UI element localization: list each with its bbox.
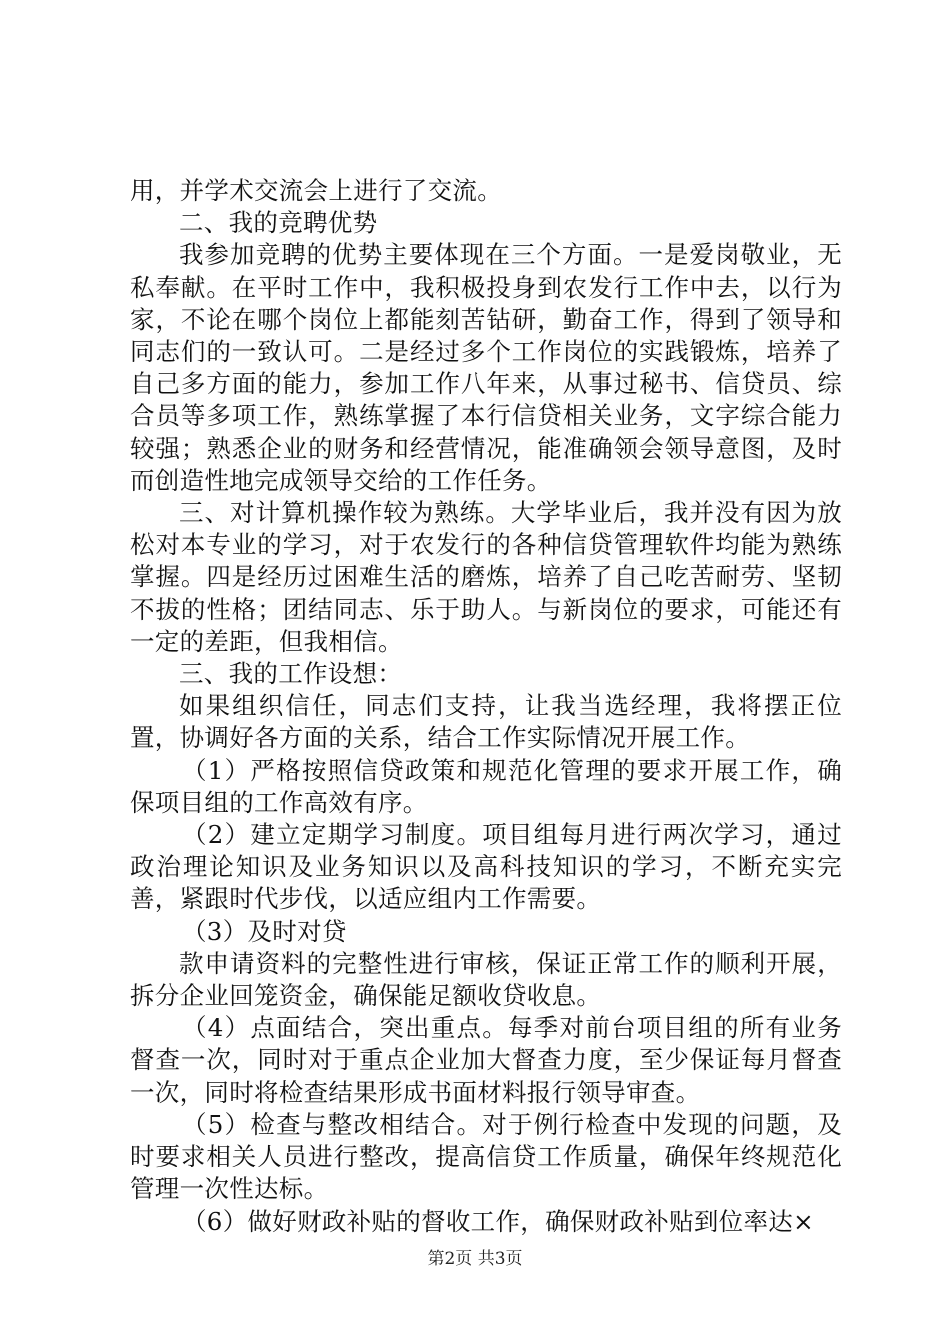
paragraph: 款申请资料的完整性进行审核，保证正常工作的顺利开展，拆分企业回笼资金，确保能足额收贷收息。 xyxy=(130,948,842,1011)
paragraph: 用，并学术交流会上进行了交流。 xyxy=(130,176,502,205)
paragraph: 我参加竞聘的优势主要体现在三个方面。一是爱岗敬业，无私奉献。在平时工作中，我积极投身到农发行工作中去，以行为家，不论在哪个岗位上都能刻苦钻研，勤奋工作，得到了领导和同志们的一致认可。二是经过多个工作岗位的实践锻炼，培养了自己多方面的能力，参加工作八年来，从事过秘书、信贷员、综合员等多项工作，熟练掌握了本行信贷相关业务，文字综合能力较强；熟悉企业的财务和经营情况，能准确领会领导意图，及时而创造性地完成领导交给的工作任务。 xyxy=(130,240,842,495)
list-item: （2）建立定期学习制度。项目组每月进行两次学习，通过政治理论知识及业务知识以及高科技知识的学习，不断充实完善，紧跟时代步伐，以适应组内工作需要。 xyxy=(130,820,842,914)
list-item: （1）严格按照信贷政策和规范化管理的要求开展工作，确保项目组的工作高效有序。 xyxy=(130,755,842,817)
section-heading: 三、我的工作设想： xyxy=(179,659,403,689)
list-item: （4）点面结合，突出重点。每季对前台项目组的所有业务督查一次，同时对于重点企业加大督查力度，至少保证每月督查一次，同时将检查结果形成书面材料报行领导审查。 xyxy=(130,1013,842,1107)
section-heading: 二、我的竞聘优势 xyxy=(179,208,378,238)
page-footer: 第2页 共3页 xyxy=(427,1249,523,1269)
list-item: （6）做好财政补贴的督收工作，确保财政补贴到位率达× xyxy=(182,1206,814,1236)
document-body xyxy=(130,175,842,1238)
paragraph: 如果组织信任，同志们支持，让我当选经理，我将摆正位置，协调好各方面的关系，结合工作实际情况开展工作。 xyxy=(130,691,842,753)
list-item: （5）检查与整改相结合。对于例行检查中发现的问题，及时要求相关人员进行整改，提高信贷工作质量，确保年终规范化管理一次性达标。 xyxy=(130,1109,842,1204)
paragraph: 三、对计算机操作较为熟练。大学毕业后，我并没有因为放松对本专业的学习，对于农发行的各种信贷管理软件均能为熟练掌握。四是经历过困难生活的磨炼，培养了自己吃苦耐劳、坚韧不拔的性格；团结同志、乐于助人。与新岗位的要求，可能还有一定的差距，但我相信。 xyxy=(130,498,842,656)
list-item: （3）及时对贷 xyxy=(182,916,347,946)
